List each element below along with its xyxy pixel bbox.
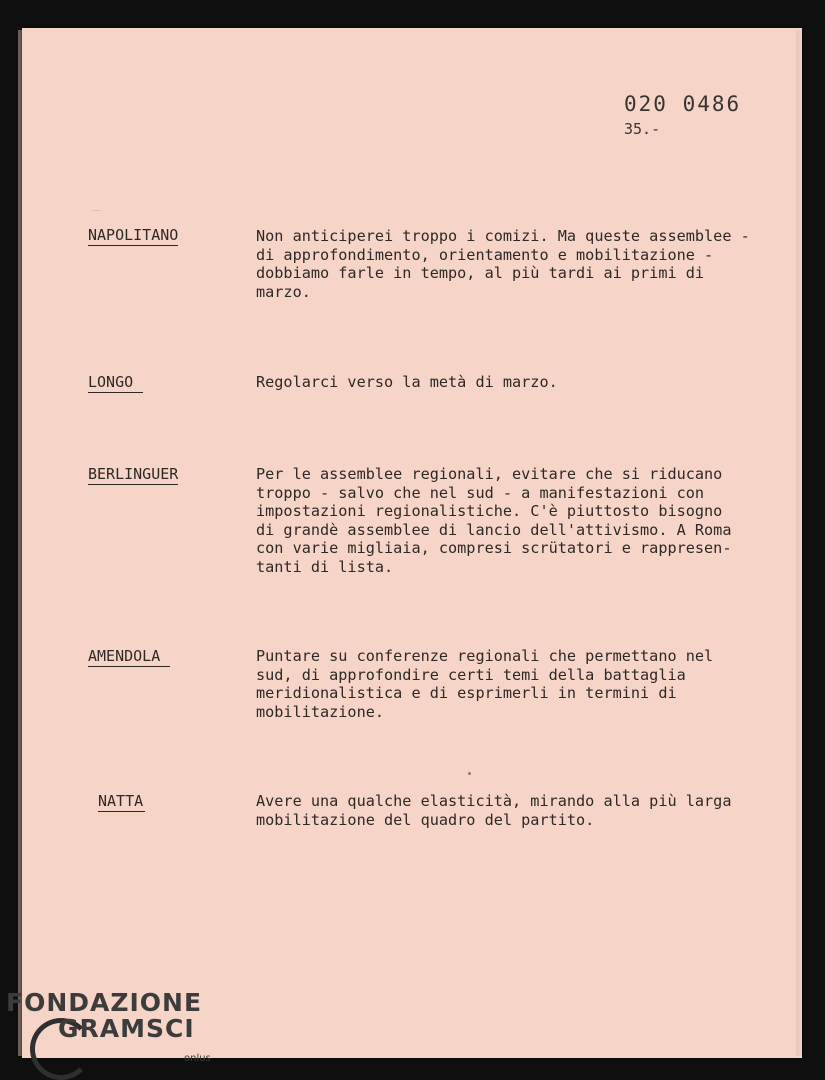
fondazione-gramsci-watermark — [6, 988, 211, 1064]
speaker-statement: Puntare su conferenze regionali che permettano nel sud, di approfondire certi temi della battaglia meridionalistica e di esprimerli in termini di mobilitazione. — [256, 647, 714, 721]
archive-number: 020 0486 — [624, 92, 742, 116]
speaker-statement: Avere una qualche elasticità, mirando alla più larga mobilitazione del quadro del partito. — [256, 792, 732, 829]
page-number: 35.- — [624, 120, 661, 138]
watermark-suffix: onlus — [184, 1053, 211, 1064]
speaker-statement: Per le assemblee regionali, evitare che si riducano troppo - salvo che nel sud - a manifestazioni con impostazioni regionalistiche. C'è piuttosto bisogno di grandè assemblee di lancio dell'attivismo. A Roma con varie migliaia, compresi scrütatori e rappresen- tanti di lista. — [256, 465, 732, 576]
watermark-line2: GRAMSCI — [58, 1014, 195, 1043]
speaker-name: BERLINGUER — [88, 465, 179, 483]
speaker-name: LONGO — [88, 373, 143, 393]
bleed-through-name — [92, 196, 100, 214]
watermark-line1: FONDAZIONE — [6, 988, 203, 1017]
page-stack-edge-right — [796, 30, 802, 1056]
paper-speck — [468, 772, 471, 775]
speaker-name: NAPOLITANO — [88, 226, 179, 244]
speaker-name: AMENDOLA — [88, 647, 170, 667]
bleed-through-text — [268, 196, 788, 214]
speaker-statement: Regolarci verso la metà di marzo. — [256, 373, 558, 391]
speaker-name: NATTA — [98, 792, 144, 810]
speaker-statement: Non anticiperei troppo i comizi. Ma queste assemblee - di approfondimento, orientamento e mobilitazione - dobbiamo farle in tempo, al più tardi ai primi di marzo. — [256, 227, 750, 301]
